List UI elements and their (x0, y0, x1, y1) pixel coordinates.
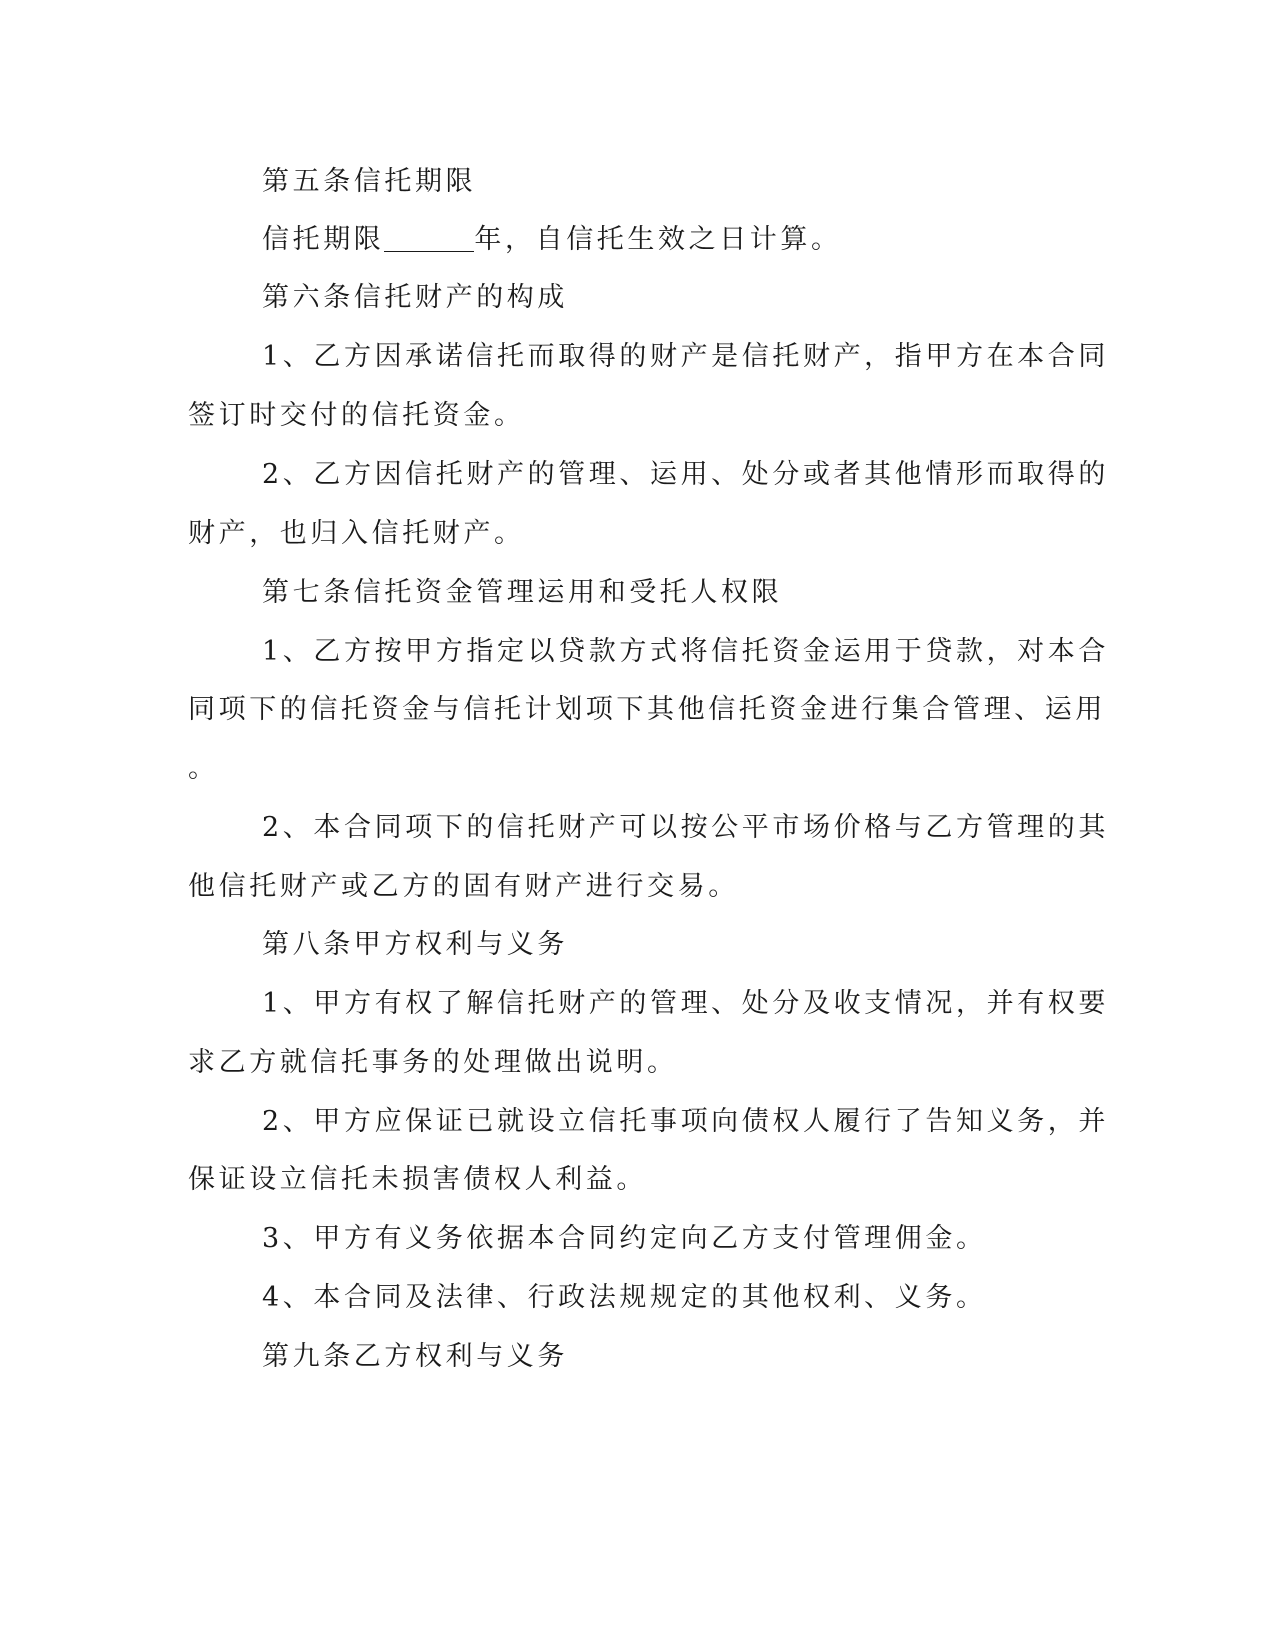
article-7-para-2-line-1: 2、本合同项下的信托财产可以按公平市场价格与乙方管理的其 (262, 812, 1109, 843)
article-6-para-1-line-2: 签订时交付的信托资金。 (188, 400, 525, 431)
article-6-para-1-line-1: 1、乙方因承诺信托而取得的财产是信托财产，指甲方在本合同 (262, 341, 1109, 372)
article-8-para-1-line-2: 求乙方就信托事务的处理做出说明。 (188, 1047, 678, 1078)
article-7-title: 第七条信托资金管理运用和受托人权限 (262, 577, 783, 608)
article-7-para-1-line-1: 1、乙方按甲方指定以贷款方式将信托资金运用于贷款，对本合 (262, 636, 1109, 667)
article-8-para-2-line-1: 2、甲方应保证已就设立信托事项向债权人履行了告知义务，并 (262, 1106, 1109, 1137)
article-5-text-b: 年，自信托生效之日计算。 (474, 224, 842, 255)
term-years-blank (384, 221, 474, 252)
article-5-title: 第五条信托期限 (262, 166, 477, 197)
article-9-title: 第九条乙方权利与义务 (262, 1341, 568, 1372)
article-8-para-1-line-1: 1、甲方有权了解信托财产的管理、处分及收支情况，并有权要 (262, 988, 1109, 1019)
article-8-para-2-line-2: 保证设立信托未损害债权人利益。 (188, 1164, 647, 1195)
article-6-title: 第六条信托财产的构成 (262, 282, 568, 313)
article-5-text-a: 信托期限 (262, 224, 385, 255)
article-6-para-2-line-2: 财产，也归入信托财产。 (188, 518, 525, 549)
article-6-para-2-line-1: 2、乙方因信托财产的管理、运用、处分或者其他情形而取得的 (262, 459, 1109, 490)
article-7-para-2-line-2: 他信托财产或乙方的固有财产进行交易。 (188, 871, 739, 902)
article-8-para-3: 3、甲方有义务依据本合同约定向乙方支付管理佣金。 (262, 1223, 987, 1254)
article-8-para-4: 4、本合同及法律、行政法规规定的其他权利、义务。 (262, 1282, 987, 1313)
article-7-para-1-line-2: 同项下的信托资金与信托计划项下其他信托资金进行集合管理、运用 (188, 694, 1106, 725)
article-7-para-1-line-3: 。 (188, 753, 219, 784)
article-5-text (262, 220, 1062, 260)
article-8-title: 第八条甲方权利与义务 (262, 929, 568, 960)
